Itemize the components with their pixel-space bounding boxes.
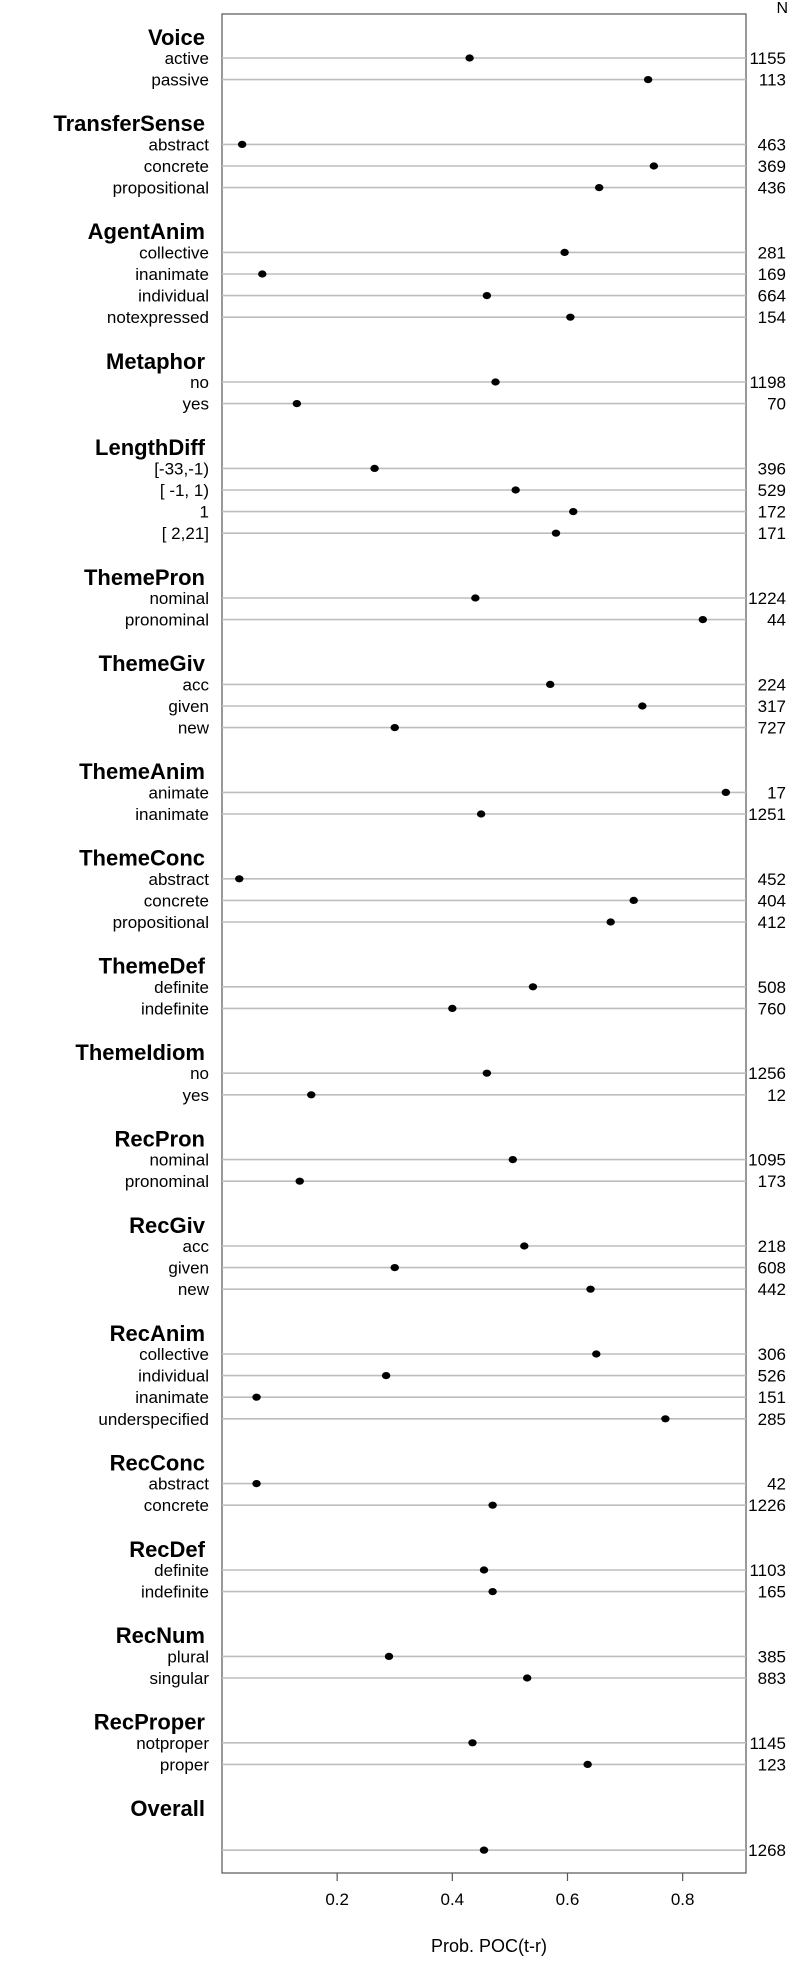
data-point: [699, 616, 707, 623]
level-label: [ 2,21]: [161, 524, 209, 544]
group-title-recproper: RecProper: [93, 1709, 205, 1735]
level-label: notexpressed: [106, 308, 209, 328]
n-count-label: 12: [767, 1085, 786, 1105]
level-label: individual: [138, 286, 209, 306]
n-count-label: 727: [757, 718, 786, 738]
level-label: nominal: [149, 589, 209, 608]
n-count-label: 760: [757, 999, 786, 1019]
data-point: [546, 681, 554, 688]
n-count-label: 306: [757, 1345, 786, 1364]
n-count-label: 1251: [748, 805, 786, 824]
data-point: [630, 897, 638, 904]
data-point: [465, 54, 473, 61]
data-point: [483, 292, 491, 299]
data-point: [252, 1480, 260, 1487]
n-count-label: 1155: [749, 49, 786, 68]
x-axis-title: Prob. POC(t-r): [430, 1936, 548, 1956]
group-title-themeconc: ThemeConc: [79, 845, 205, 871]
level-label: collective: [139, 1345, 209, 1364]
level-label: acc: [182, 1237, 209, 1256]
data-point: [586, 1286, 594, 1293]
data-point: [385, 1653, 393, 1660]
level-label: collective: [139, 243, 209, 263]
data-point: [511, 486, 519, 493]
data-point: [382, 1372, 390, 1379]
n-count-label: 169: [757, 265, 786, 284]
level-label: animate: [148, 783, 209, 803]
group-title-themeanim: ThemeAnim: [79, 759, 205, 785]
level-label: new: [177, 718, 209, 738]
data-point: [293, 400, 301, 407]
data-point: [391, 1264, 399, 1271]
n-count-label: 385: [757, 1647, 786, 1667]
data-point: [661, 1415, 669, 1422]
data-point: [722, 789, 730, 796]
level-label: [ -1, 1): [159, 481, 209, 500]
level-label: nominal: [149, 1150, 209, 1170]
data-point: [468, 1739, 476, 1746]
data-point: [296, 1178, 304, 1185]
data-point: [560, 249, 568, 256]
level-label: new: [177, 1280, 209, 1300]
x-tick-label: 0.4: [440, 1890, 465, 1909]
level-label: yes: [182, 394, 209, 414]
data-point: [592, 1350, 600, 1357]
level-label: given: [168, 1258, 209, 1278]
n-count-label: 1095: [748, 1150, 786, 1170]
x-tick-label: 0.8: [670, 1890, 695, 1909]
n-count-label: 412: [757, 913, 786, 932]
data-point: [583, 1761, 591, 1768]
n-count-label: 1145: [749, 1733, 786, 1753]
n-count-label: 883: [757, 1669, 786, 1688]
data-point: [307, 1091, 315, 1098]
n-count-label: 463: [757, 135, 786, 155]
data-point: [552, 530, 560, 537]
data-point: [238, 141, 246, 148]
data-point: [252, 1394, 260, 1401]
level-label: abstract: [148, 869, 209, 889]
n-count-label: 608: [757, 1258, 786, 1278]
data-point: [523, 1674, 531, 1681]
level-label: concrete: [143, 157, 209, 176]
group-title-transfersense: TransferSense: [53, 111, 205, 137]
data-point: [448, 1005, 456, 1012]
data-point: [606, 918, 614, 925]
n-count-label: 508: [757, 977, 786, 997]
n-count-label: 404: [757, 891, 786, 911]
group-title-recgiv: RecGiv: [129, 1212, 205, 1238]
group-title-overall: Overall: [130, 1796, 205, 1822]
level-label: plural: [167, 1647, 209, 1667]
group-title-recdef: RecDef: [129, 1536, 205, 1562]
group-title-themegiv: ThemeGiv: [98, 651, 205, 677]
level-label: propositional: [112, 913, 209, 932]
n-count-label: 317: [757, 697, 786, 716]
level-label: no: [190, 373, 209, 392]
n-count-label: 281: [757, 243, 786, 263]
data-point: [644, 76, 652, 83]
data-point: [491, 378, 499, 385]
data-point: [480, 1566, 488, 1573]
group-title-voice: Voice: [147, 24, 205, 50]
group-title-metaphor: Metaphor: [106, 348, 205, 374]
level-label: inanimate: [135, 805, 209, 824]
n-count-label: 218: [757, 1237, 786, 1256]
level-label: no: [190, 1064, 209, 1084]
n-count-label: 113: [758, 70, 786, 90]
group-title-themeidiom: ThemeIdiom: [75, 1040, 205, 1066]
data-point: [483, 1070, 491, 1077]
level-label: abstract: [148, 1474, 209, 1494]
n-count-label: 396: [757, 459, 786, 479]
group-title-recanim: RecAnim: [109, 1320, 205, 1346]
n-count-label: 442: [757, 1280, 786, 1300]
n-count-label: 369: [757, 157, 786, 176]
level-label: propositional: [112, 178, 209, 198]
level-label: acc: [182, 675, 209, 695]
plot-frame: [222, 14, 746, 1873]
n-count-label: 1224: [748, 589, 786, 608]
level-label: pronominal: [124, 610, 209, 630]
n-count-label: 70: [767, 394, 786, 414]
n-count-label: 664: [757, 286, 786, 306]
x-tick-label: 0.6: [555, 1890, 580, 1909]
n-count-label: 42: [767, 1474, 786, 1494]
level-label: 1: [199, 502, 209, 522]
data-point: [529, 983, 537, 990]
level-label: pronominal: [124, 1172, 209, 1192]
level-label: indefinite: [140, 999, 209, 1019]
data-point: [480, 1847, 488, 1854]
level-label: [-33,-1): [154, 459, 209, 479]
n-count-label: 172: [757, 502, 786, 522]
level-label: passive: [151, 70, 209, 90]
n-count-label: 1198: [749, 373, 786, 392]
n-count-label: 1226: [748, 1496, 786, 1516]
data-point: [488, 1502, 496, 1509]
group-title-recconc: RecConc: [109, 1450, 205, 1476]
n-count-label: 436: [757, 178, 786, 198]
n-count-label: 173: [757, 1172, 786, 1192]
level-label: singular: [149, 1669, 209, 1688]
data-point: [471, 594, 479, 601]
level-label: individual: [138, 1366, 209, 1386]
group-title-recnum: RecNum: [115, 1623, 205, 1649]
data-point: [488, 1588, 496, 1595]
n-count-label: 154: [757, 308, 786, 328]
data-point: [235, 875, 243, 882]
level-label: inanimate: [135, 1388, 209, 1408]
data-point: [258, 270, 266, 277]
n-count-label: 529: [757, 481, 786, 500]
n-count-label: 285: [757, 1409, 786, 1429]
level-label: abstract: [148, 135, 209, 155]
level-label: definite: [154, 977, 209, 997]
n-count-label: 1103: [749, 1561, 786, 1580]
data-point: [391, 724, 399, 731]
n-count-label: 171: [757, 524, 786, 544]
n-count-label: 123: [757, 1755, 786, 1775]
level-label: notproper: [136, 1733, 209, 1753]
n-count-label: 1268: [748, 1841, 786, 1861]
data-point: [509, 1156, 517, 1163]
level-label: definite: [154, 1561, 209, 1580]
n-count-label: 224: [757, 675, 786, 695]
n-column-header: N: [776, 0, 788, 17]
x-tick-label: 0.2: [325, 1890, 349, 1909]
group-title-themepron: ThemePron: [83, 564, 205, 590]
data-point: [650, 162, 658, 169]
data-point: [566, 314, 574, 321]
level-label: yes: [182, 1085, 209, 1105]
data-point: [370, 465, 378, 472]
group-title-themedef: ThemeDef: [98, 953, 205, 979]
n-count-label: 526: [757, 1366, 786, 1386]
data-point: [477, 810, 485, 817]
n-count-label: 17: [767, 783, 786, 803]
data-point: [520, 1242, 528, 1249]
level-label: underspecified: [98, 1409, 209, 1429]
level-label: indefinite: [140, 1582, 209, 1602]
group-title-recpron: RecPron: [114, 1126, 205, 1152]
group-title-agentanim: AgentAnim: [87, 219, 205, 245]
n-count-label: 151: [757, 1388, 786, 1408]
level-label: concrete: [143, 891, 209, 911]
level-label: inanimate: [135, 265, 209, 284]
n-count-label: 44: [767, 610, 786, 630]
data-point: [569, 508, 577, 515]
n-count-label: 1256: [748, 1064, 786, 1084]
group-title-lengthdiff: LengthDiff: [95, 435, 205, 461]
n-count-label: 165: [757, 1582, 786, 1602]
level-label: given: [168, 697, 209, 716]
data-point: [638, 702, 646, 709]
level-label: concrete: [143, 1496, 209, 1516]
n-count-label: 452: [757, 869, 786, 889]
level-label: active: [164, 49, 209, 68]
level-label: proper: [159, 1755, 209, 1775]
data-point: [595, 184, 603, 191]
